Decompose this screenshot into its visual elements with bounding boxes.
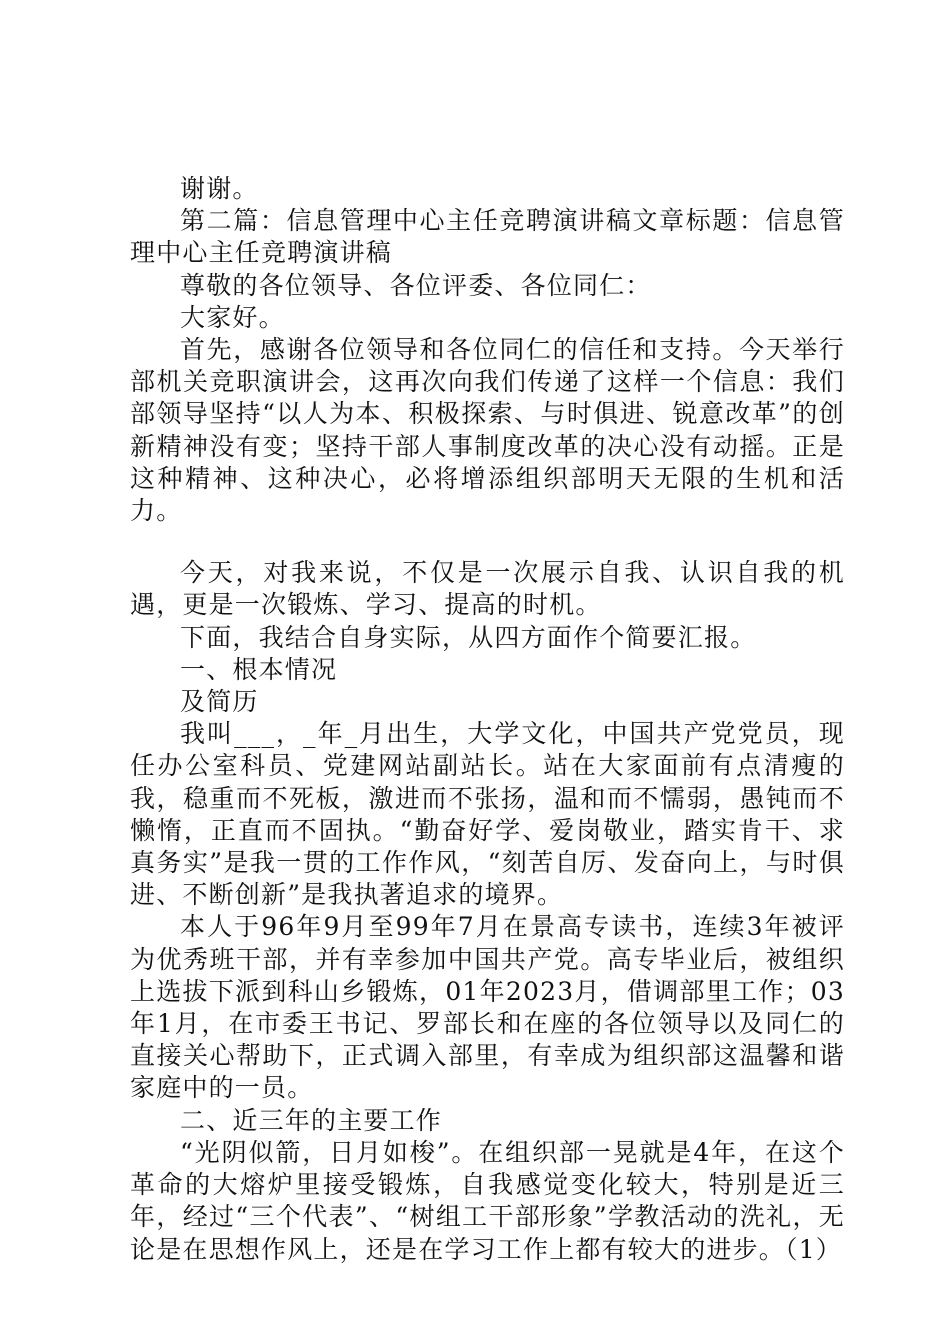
section-heading-main-work: 二、近三年的主要工作 [180, 1105, 443, 1135]
paragraph-report-intro: 下面，我结合自身实际，从四方面作个简要汇报。 [180, 622, 757, 652]
paragraph-resume-detail: 本人于96年9月至99年7月在景高专读书，连续3年被评为优秀班干部，并有幸参加中国共产党。高专毕业后，被组织上选拔下派到科山乡锻炼，01年2023月，借调部里工作；03年1月，在市委王书记、罗部长和在座的各位领导以及同仁的直接关心帮助下，正式调入部里，有幸成为组织部这温馨和谐家庭中的一员。 [130, 912, 845, 1103]
paragraph-greeting: 大家好。 [180, 302, 285, 332]
paragraph-salutation: 尊敬的各位领导、各位评委、各位同仁： [180, 270, 652, 300]
paragraph-opportunity: 今天，对我来说，不仅是一次展示自我、认识自我的机遇，更是一次锻炼、学习、提高的时机。 [130, 558, 845, 620]
paragraph-chapter-title: 第二篇：信息管理中心主任竞聘演讲稿文章标题：信息管理中心主任竞聘演讲稿 [130, 206, 845, 268]
document-body [130, 173, 845, 1266]
paragraph-thanks: 谢谢。 [180, 174, 259, 203]
paragraph-self-intro: 我叫___，_年_月出生，大学文化，中国共产党党员，现任办公室科员、党建网站副站长。站在大家面前有点清瘦的我，稳重而不死板，激进而不张扬，温和而不懦弱，愚钝而不懒惰，正直而不固执。“勤奋好学、爱岗敬业，踏实肯干、求真务实”是我一贯的工作作风，“刻苦自厉、发奋向上，与时俱进、不断创新”是我执著追求的境界。 [130, 719, 845, 910]
paragraph-work-summary: “光阴似箭，日月如梭”。在组织部一晃就是4年，在这个革命的大熔炉里接受锻炼，自我感觉变化较大，特别是近三年，经过“三个代表”、“树组工干部形象”学教活动的洗礼，无论是在思想作风上，还是在学习工作上都有较大的进步。（1） [130, 1137, 845, 1264]
paragraph-opening: 首先，感谢各位领导和各位同仁的信任和支持。今天举行部机关竞职演讲会，这再次向我们传递了这样一个信息：我们部领导坚持“以人为本、积极探索、与时俱进、锐意改革”的创新精神没有变；坚持干部人事制度改革的决心没有动摇。正是这种精神、这种决心，必将增添组织部明天无限的生机和活力。 [130, 335, 845, 526]
section-heading-resume: 及简历 [180, 687, 259, 717]
section-heading-basic-info: 一、根本情况 [180, 654, 338, 684]
